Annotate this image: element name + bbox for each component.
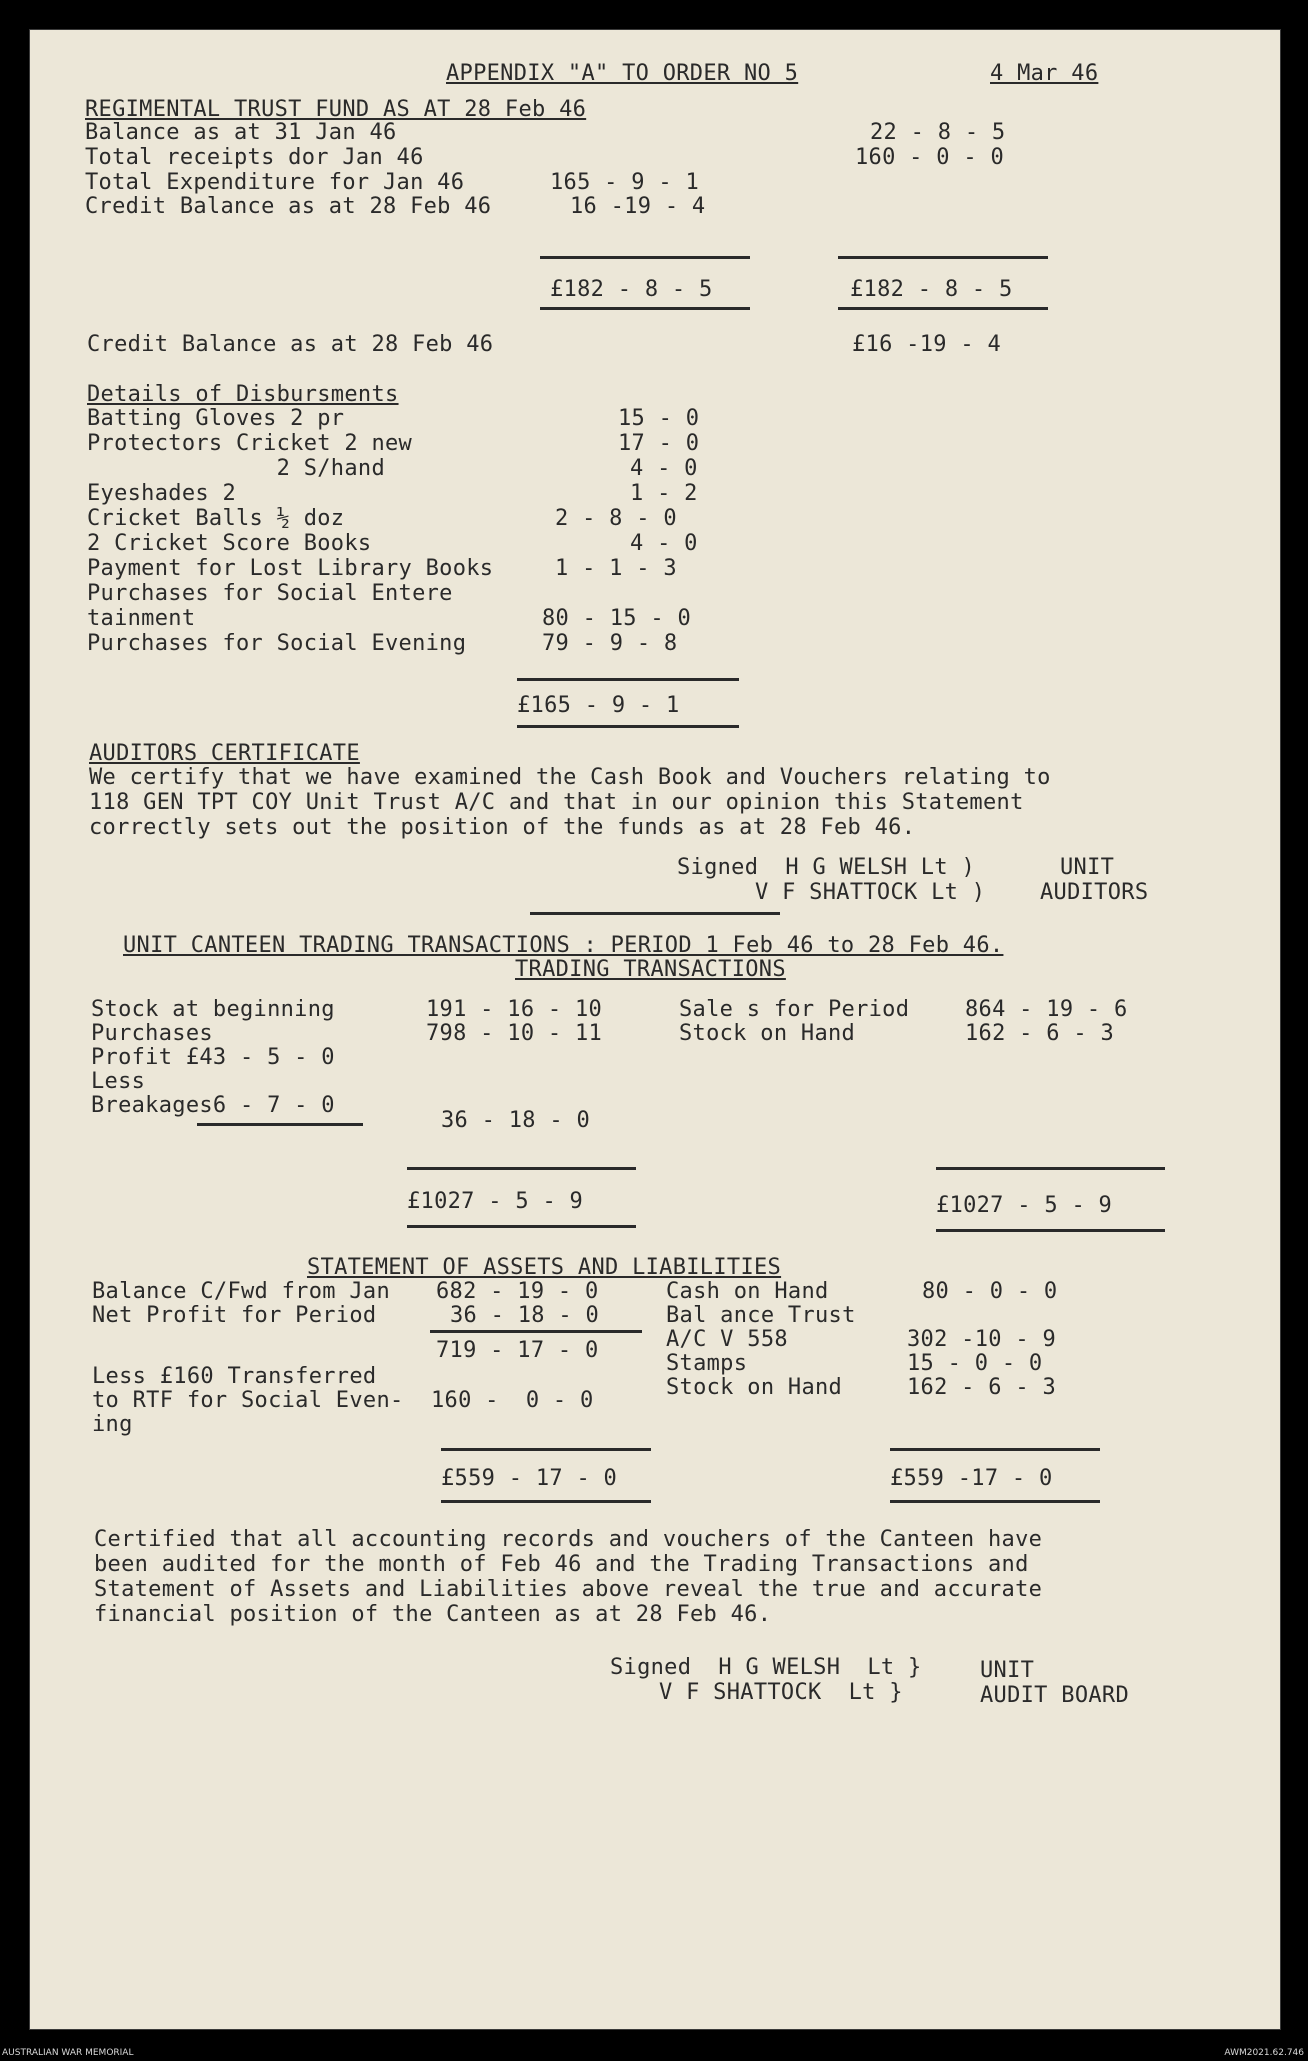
credit-balance-value: £16 -19 - 4 bbox=[852, 332, 1001, 357]
divider bbox=[441, 1448, 651, 1451]
disbursement-value: 1 - 1 - 3 bbox=[555, 556, 677, 581]
certified-text-line: financial position of the Canteen as at 28 Feb 46. bbox=[94, 1602, 772, 1627]
statement-total-right: £559 -17 - 0 bbox=[890, 1466, 1053, 1491]
trust-row-left-value: 165 - 9 - 1 bbox=[550, 170, 699, 195]
disbursement-label: Purchases for Social Entere bbox=[87, 581, 453, 606]
trust-row-label: Balance as at 31 Jan 46 bbox=[85, 120, 397, 145]
trust-fund-title: REGIMENTAL TRUST FUND AS AT 28 Feb 46 bbox=[85, 97, 587, 122]
auditors-signature: Signed H G WELSH Lt ) bbox=[677, 855, 975, 880]
statement-left-value: 36 - 18 - 0 bbox=[450, 1303, 599, 1328]
canteen-left-label: Breakages6 - 7 - 0 bbox=[91, 1093, 335, 1118]
statement-title: STATEMENT OF ASSETS AND LIABILITIES bbox=[307, 1255, 782, 1280]
trust-row-right-value: 22 - 8 - 5 bbox=[870, 120, 1006, 145]
disbursement-label: 2 Cricket Score Books bbox=[87, 531, 372, 556]
disbursement-label: Batting Gloves 2 pr bbox=[87, 406, 345, 431]
disbursement-label: Protectors Cricket 2 new bbox=[87, 431, 413, 456]
divider bbox=[517, 725, 739, 728]
disbursement-value: 80 - 15 - 0 bbox=[542, 606, 691, 631]
disbursements-title: Details of Disbursments bbox=[87, 382, 399, 407]
statement-right-label: A/C V 558 bbox=[666, 1327, 788, 1352]
divider bbox=[838, 307, 1048, 310]
statement-left-label: Balance C/Fwd from Jan bbox=[92, 1279, 390, 1304]
trust-row-left-value: 16 -19 - 4 bbox=[570, 194, 706, 219]
canteen-left-value: 798 - 10 - 11 bbox=[426, 1021, 603, 1046]
statement-right-label: Bal ance Trust bbox=[666, 1303, 856, 1328]
divider bbox=[890, 1500, 1100, 1503]
statement-right-label: Stamps bbox=[666, 1351, 748, 1376]
divider bbox=[540, 307, 750, 310]
board-signature: Signed H G WELSH Lt } bbox=[610, 1655, 922, 1680]
certified-text-line: been audited for the month of Feb 46 and the Trading Transactions and bbox=[94, 1552, 1029, 1577]
document-page bbox=[29, 29, 1281, 2030]
divider bbox=[936, 1229, 1165, 1232]
statement-right-label: Stock on Hand bbox=[666, 1375, 843, 1400]
canteen-left-label: Purchases bbox=[91, 1021, 213, 1046]
divider bbox=[430, 1330, 642, 1333]
divider bbox=[540, 256, 750, 259]
divider bbox=[197, 1123, 363, 1126]
disbursement-value: 4 - 0 bbox=[630, 531, 698, 556]
disbursement-label: tainment bbox=[87, 606, 196, 631]
disbursement-value: 1 - 2 bbox=[630, 481, 698, 506]
statement-total-left: £559 - 17 - 0 bbox=[441, 1466, 618, 1491]
trust-row-label: Total Expenditure for Jan 46 bbox=[85, 170, 465, 195]
canteen-left-label: Stock at beginning bbox=[91, 997, 335, 1022]
statement-less-line: Less £160 Transferred bbox=[92, 1364, 377, 1389]
canteen-net-value: 36 - 18 - 0 bbox=[441, 1108, 590, 1133]
canteen-left-label: Less bbox=[91, 1069, 146, 1094]
canteen-right-value: 162 - 6 - 3 bbox=[965, 1021, 1114, 1046]
disbursements-total: £165 - 9 - 1 bbox=[517, 693, 680, 718]
disbursement-label: Payment for Lost Library Books bbox=[87, 556, 494, 581]
divider bbox=[530, 912, 780, 915]
auditors-text-line: 118 GEN TPT COY Unit Trust A/C and that in our opinion this Statement bbox=[89, 790, 1024, 815]
auditors-signature: V F SHATTOCK Lt ) bbox=[755, 880, 986, 905]
board-signature: V F SHATTOCK Lt } bbox=[659, 1680, 903, 1705]
statement-right-value: 302 -10 - 9 bbox=[907, 1327, 1056, 1352]
trust-row-right-value: 160 - 0 - 0 bbox=[855, 145, 1004, 170]
canteen-right-label: Sale s for Period bbox=[679, 997, 910, 1022]
divider bbox=[407, 1167, 636, 1170]
certified-text-line: Certified that all accounting records and vouchers of the Canteen have bbox=[94, 1527, 1043, 1552]
statement-subtotal: 719 - 17 - 0 bbox=[436, 1338, 599, 1363]
trust-row-label: Credit Balance as at 28 Feb 46 bbox=[85, 194, 492, 219]
statement-left-value: 682 - 19 - 0 bbox=[436, 1279, 599, 1304]
disbursement-label: Cricket Balls ½ doz bbox=[87, 506, 345, 531]
statement-right-value: 162 - 6 - 3 bbox=[907, 1375, 1056, 1400]
statement-right-value: 80 - 0 - 0 bbox=[922, 1279, 1058, 1304]
statement-less-line: to RTF for Social Even- bbox=[92, 1388, 404, 1413]
divider bbox=[936, 1167, 1165, 1170]
archive-reference: AWM2021.62.746 bbox=[1224, 2048, 1304, 2058]
divider bbox=[838, 256, 1048, 259]
divider bbox=[441, 1500, 651, 1503]
archive-credit: AUSTRALIAN WAR MEMORIAL bbox=[2, 2048, 134, 2058]
board-role: AUDIT BOARD bbox=[980, 1683, 1129, 1708]
canteen-title: UNIT CANTEEN TRADING TRANSACTIONS : PERIOD 1 Feb 46 to 28 Feb 46. bbox=[123, 933, 1004, 958]
disbursement-value: 4 - 0 bbox=[630, 456, 698, 481]
statement-right-value: 15 - 0 - 0 bbox=[907, 1351, 1043, 1376]
canteen-right-value: 864 - 19 - 6 bbox=[965, 997, 1128, 1022]
credit-balance-label: Credit Balance as at 28 Feb 46 bbox=[87, 332, 494, 357]
canteen-left-label: Profit £43 - 5 - 0 bbox=[91, 1045, 335, 1070]
divider bbox=[407, 1225, 636, 1228]
disbursement-label: 2 S/hand bbox=[87, 456, 385, 481]
auditors-role: AUDITORS bbox=[1040, 880, 1149, 905]
statement-less-line: ing bbox=[92, 1412, 133, 1437]
disbursement-value: 17 - 0 bbox=[618, 431, 700, 456]
statement-less-value: 160 - 0 - 0 bbox=[431, 1388, 594, 1413]
statement-right-label: Cash on Hand bbox=[666, 1279, 829, 1304]
disbursement-label: Purchases for Social Evening bbox=[87, 631, 467, 656]
disbursement-value: 79 - 9 - 8 bbox=[542, 631, 678, 656]
canteen-total-right: £1027 - 5 - 9 bbox=[936, 1193, 1113, 1218]
trust-total-left: £182 - 8 - 5 bbox=[550, 277, 713, 302]
divider bbox=[890, 1448, 1100, 1451]
trust-row-label: Total receipts dor Jan 46 bbox=[85, 145, 424, 170]
canteen-left-value: 191 - 16 - 10 bbox=[426, 997, 603, 1022]
document-date: 4 Mar 46 bbox=[990, 61, 1099, 86]
disbursement-value: 15 - 0 bbox=[618, 406, 700, 431]
auditors-role: UNIT bbox=[1060, 855, 1115, 880]
disbursement-label: Eyeshades 2 bbox=[87, 481, 236, 506]
statement-left-label: Net Profit for Period bbox=[92, 1303, 377, 1328]
divider bbox=[517, 678, 739, 681]
certified-text-line: Statement of Assets and Liabilities above reveal the true and accurate bbox=[94, 1577, 1043, 1602]
canteen-total-left: £1027 - 5 - 9 bbox=[407, 1189, 584, 1214]
disbursement-value: 2 - 8 - 0 bbox=[555, 506, 677, 531]
auditors-text-line: We certify that we have examined the Cash Book and Vouchers relating to bbox=[89, 765, 1051, 790]
canteen-right-label: Stock on Hand bbox=[679, 1021, 856, 1046]
canteen-subtitle: TRADING TRANSACTIONS bbox=[515, 957, 786, 982]
appendix-heading: APPENDIX "A" TO ORDER NO 5 bbox=[446, 61, 799, 86]
board-role: UNIT bbox=[980, 1658, 1035, 1683]
auditors-text-line: correctly sets out the position of the funds as at 28 Feb 46. bbox=[89, 815, 916, 840]
trust-total-right: £182 - 8 - 5 bbox=[850, 277, 1013, 302]
auditors-title: AUDITORS CERTIFICATE bbox=[89, 741, 360, 766]
